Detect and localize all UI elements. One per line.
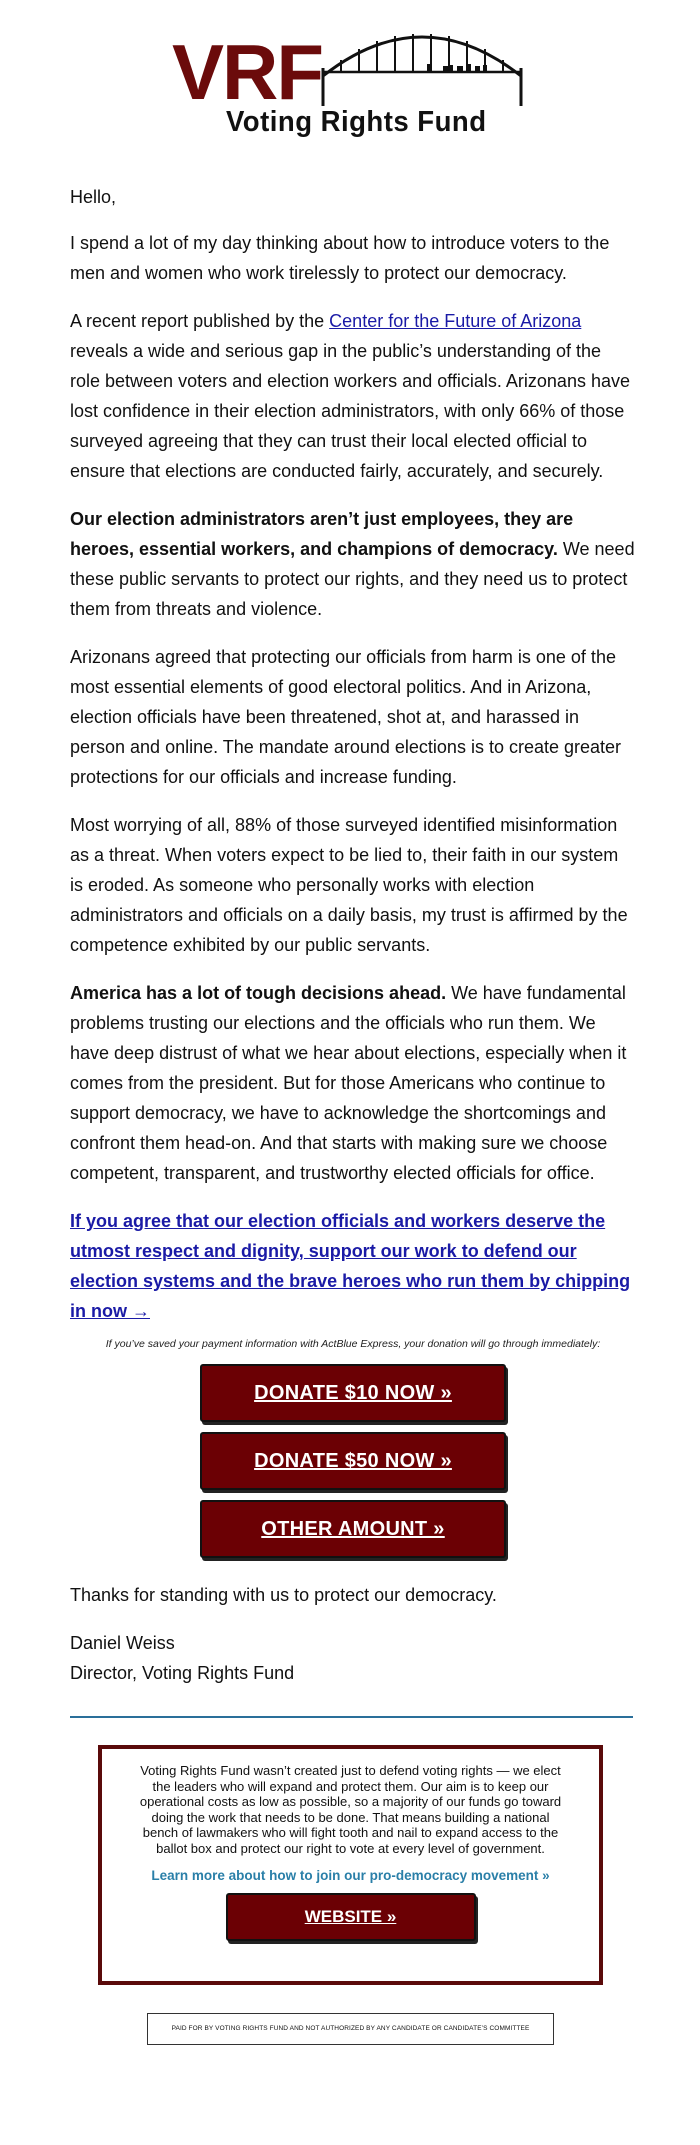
vrf-logo[interactable]: [172, 14, 532, 138]
thanks-text: Thanks for standing with us to protect our democracy.: [70, 1585, 497, 1605]
donate-10-button[interactable]: DONATE $10 NOW »: [200, 1364, 506, 1422]
paragraph-decisions: [70, 978, 636, 1188]
logo-name: Voting Rights Fund: [226, 106, 487, 138]
actblue-note: If you’ve saved your payment information with ActBlue Express, your donation will go through immediately:: [105, 1338, 601, 1350]
paragraph-intro: I spend a lot of my day thinking about how to introduce voters to the men and women who work tirelessly to protect our democracy.: [70, 233, 610, 283]
paid-for-disclaimer: PAID FOR BY VOTING RIGHTS FUND AND NOT AUTHORIZED BY ANY CANDIDATE OR CANDIDATE’S COMMITTEE: [147, 2013, 554, 2045]
center-future-arizona-link[interactable]: Center for the Future of Arizona: [329, 311, 582, 331]
report-text-after: reveals a wide and serious gap in the public’s understanding of the role between voters and election workers and officials. Arizonans have lost confidence in their election administrators, with only 66% of those surveyed agreeing that they can trust their local elected official to ensure that elections are conducted fairly, accurately, and securely.: [70, 341, 630, 481]
donate-cta-link[interactable]: If you agree that our election officials and workers deserve the utmost respect and dignity, support our work to defend our election systems and the brave heroes who run them by chipping in now →: [70, 1211, 631, 1321]
heroes-bold-text: Our election administrators aren’t just employees, they are heroes, essential workers, and champions of democracy.: [70, 509, 574, 559]
heroes-text: We need these public servants to protect our rights, and they need us to protect them from threats and violence.: [70, 539, 635, 619]
website-button[interactable]: WEBSITE »: [226, 1893, 476, 1941]
donate-50-button[interactable]: DONATE $50 NOW »: [200, 1432, 506, 1490]
footer-box: [98, 1745, 603, 1985]
decisions-text: We have fundamental problems trusting our elections and the officials who run them. We have deep distrust of what we hear about elections, especially when it comes from the president. But for those Americans who continue to support democracy, we have to acknowledge the shortcomings and confront them head-on. And that starts with making sure we choose competent, transparent, and trustworthy elected officials for office.: [70, 983, 627, 1183]
paragraph-protection: Arizonans agreed that protecting our officials from harm is one of the most essential elements of good electoral politics. And in Arizona, election officials have been threatened, shot at, and harassed in person and online. The mandate around elections is to create greater protections for our officials and increase funding.: [70, 647, 622, 787]
paragraph-misinformation: Most worrying of all, 88% of those surveyed identified misinformation as a threat. When voters expect to be lied to, their faith in our system is eroded. As someone who personally works with election administrators and officials on a daily basis, my trust is affirmed by the competence exhibited by our public servants.: [70, 815, 628, 955]
footer-about-text: Voting Rights Fund wasn’t created just to defend voting rights — we elect the leaders who will expand and protect them. Our aim is to keep our operational costs as low as possible, so a majority of our funds go toward doing the work that needs to be done. That means building a national bench of lawmakers who will fight tooth and nail to expand access to the ballot box and protect our right to vote at every level of government.: [139, 1763, 562, 1856]
signature-block: [70, 1580, 636, 1688]
letter-body: [70, 182, 636, 1688]
paragraph-report: [70, 306, 636, 486]
other-amount-button[interactable]: OTHER AMOUNT »: [200, 1500, 506, 1558]
report-text-before: A recent report published by the: [70, 311, 330, 331]
signer-title: Director, Voting Rights Fund: [70, 1663, 295, 1683]
paragraph-heroes: [70, 504, 636, 624]
signer-name: Daniel Weiss: [70, 1633, 175, 1653]
footer-divider: [70, 1716, 633, 1718]
pro-democracy-link[interactable]: Learn more about how to join our pro-democracy movement »: [151, 1868, 550, 1883]
decisions-bold-text: America has a lot of tough decisions ahead.: [70, 983, 447, 1003]
greeting: Hello,: [70, 187, 117, 207]
logo-letters: VRF: [172, 28, 322, 116]
bridge-icon: [315, 16, 530, 106]
